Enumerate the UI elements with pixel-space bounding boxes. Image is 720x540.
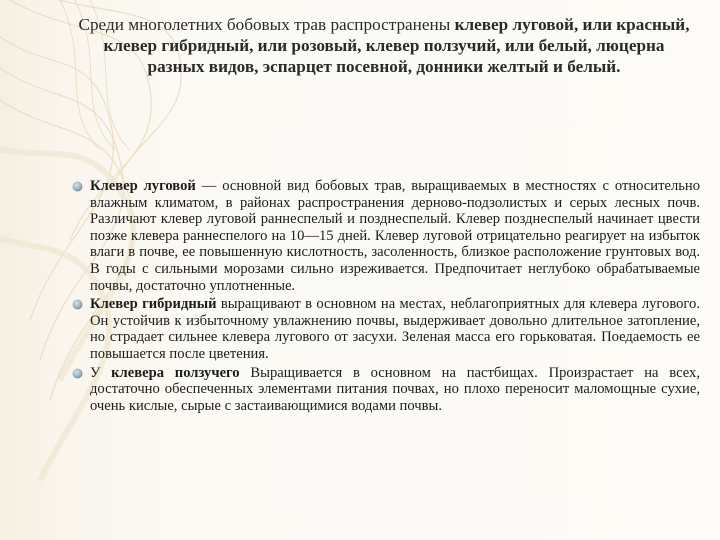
circle-bullet-icon [72,181,83,192]
item-term: клевера ползучего [111,364,240,381]
slide-title-bold: клевер луговой, или красный, клевер гибридный, или розовый, клевер ползучий, или белый, люцерна разных видов, эспарцет посевной, донники желтый и белый. [103,15,690,76]
item-text: выращивают в основном на местах, неблагоприятных для клевера лугового. Он устойчив к избыточному увлажнению почвы, выдерживает довольно длительное затопление, но страдает сильнее клевера лугового от засухи. Зеленая масса его горьковатая. Поедаемость ее повышается после цветения. [90,296,700,362]
item-prefix: У [90,364,112,381]
list-item-white-clover [70,365,700,415]
circle-bullet-icon [72,368,83,379]
circle-bullet-icon [72,299,83,310]
list-item-hybrid-clover [70,296,700,362]
item-text: Выращивается в основном на пастбищах. Произрастает на всех, достаточно обеспеченных элементами питания почвах, но плохо переносит маломощные сухие, очень кислые, сырые с застаивающимися водами почвы. [90,364,700,414]
item-text: — основной вид бобовых трав, выращиваемых в местностях с относительно влажным климатом, в районах распространения дерново-подзолистых и серых лесных почв. Различают клевер луговой раннеспелый и позднеспелый. Клевер позднеспелый начинает цвести позже клевера раннеспелого на 10—15 дней. Клевер луговой отрицательно реагирует на избыток влаги в почве, ее повышенную кислотность, засоленность, близкое расположение грунтовых вод. В годы с сильными морозами сильно изреживается. Предпочитает неглубоко обрабатываемые почвы, достаточно уплотненные. [90,178,700,294]
slide-title-prefix: Среди многолетних бобовых трав распространены [78,15,455,34]
item-term: Клевер гибридный [90,296,217,313]
bullet-list [70,178,700,416]
item-term: Клевер луговой [90,178,196,194]
slide-title [78,14,690,77]
list-item-meadow-clover [70,178,700,294]
